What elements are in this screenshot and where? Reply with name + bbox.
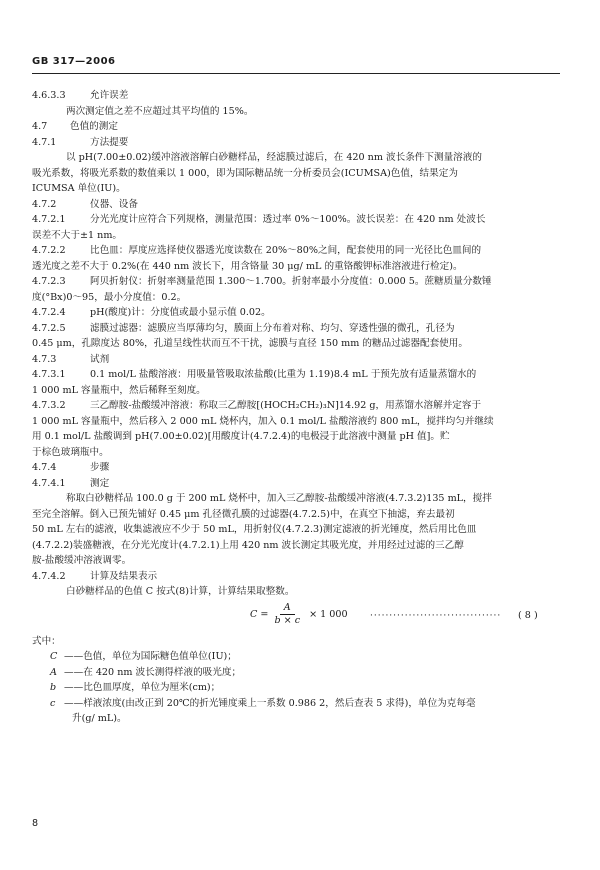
section-4-7-2-5: 4.7.2.5 滤膜过滤器：滤膜应当厚薄均匀，膜面上分布着对称、均匀、穿透性强的微孔，孔径为 bbox=[32, 322, 455, 334]
paragraph-line: ICUMSA 单位(IU)。 bbox=[32, 183, 126, 194]
section-4-7-4: 4.7.4 步骤 bbox=[32, 462, 110, 473]
section-4-7-4-1: 4.7.4.1 测定 bbox=[32, 477, 110, 489]
legend-item-a: A ——在 420 nm 波长测得样液的吸光度； bbox=[50, 666, 242, 678]
document-body bbox=[32, 88, 572, 727]
legend-item-c-lower: c ——样液浓度(由改正到 20℃的折光锤度乘上一系数 0.986 2，然后查表 5 求得)，单位为克每毫 bbox=[50, 697, 476, 709]
standard-code-header: GB 317—2006 bbox=[32, 56, 116, 67]
section-4-7-3-2: 4.7.3.2 三乙醇胺-盐酸缓冲溶液：称取三乙醇胺[(HOCH₂CH₂)₃N]14.92 g，用蒸馏水溶解并定容于 bbox=[32, 400, 482, 411]
paragraph-line: 透光度之差不大于 0.2%(在 440 nm 波长下，用含铬量 30 μg/ mL 的重铬酸钾标准溶液进行检定)。 bbox=[32, 260, 463, 272]
legend-continuation: 升(g/ mL)。 bbox=[72, 713, 127, 724]
section-4-7-2-1: 4.7.2.1 分光光度计应符合下列规格，测量范围：透过率 0%～100%。波长误差：在 420 nm 处波长 bbox=[32, 214, 486, 225]
header-rule bbox=[32, 73, 560, 74]
equation-number: ( 8 ) bbox=[518, 609, 538, 621]
formula-constant: 1 000 bbox=[320, 608, 348, 620]
formula-block bbox=[32, 600, 572, 634]
section-4-6-3-3: 4.6.3.3 允许误差 bbox=[32, 90, 129, 101]
formula-numerator: A bbox=[280, 602, 295, 615]
paragraph-line: 用 0.1 mol/L 盐酸调到 pH(7.00±0.02)[用酸度计(4.7.2.4)的电极浸于此溶液中测量 pH 值]。贮 bbox=[32, 431, 450, 442]
formula-lhs: C = bbox=[250, 608, 269, 620]
formula-fraction bbox=[272, 602, 302, 627]
legend-item-b: b ——比色皿厚度，单位为厘米(cm)； bbox=[50, 682, 221, 693]
paragraph: 两次测定值之差不应超过其平均值的 15%。 bbox=[66, 105, 254, 117]
paragraph-line: (4.7.2.2)装盛糖液，在分光光度计(4.7.2.1)上用 420 nm 波长测定其吸光度，并用经过过滤的三乙醇 bbox=[32, 539, 464, 551]
paragraph-line: 50 mL 左右的滤液，收集滤液应不少于 50 mL，用折射仪(4.7.2.3)测定滤液的折光锤度，然后用比色皿 bbox=[32, 524, 477, 535]
section-4-7-2-2: 4.7.2.2 比色皿：厚度应选择使仪器透光度读数在 20%～80%之间，配套使用的同一光径比色皿间的 bbox=[32, 245, 482, 256]
paragraph-line: 0.45 μm，孔隙度达 80%，孔道呈线性状而互不干扰，滤膜与直径 150 mm 的糖品过滤器配套使用。 bbox=[32, 338, 468, 349]
paragraph-line: 于棕色玻璃瓶中。 bbox=[32, 446, 109, 458]
section-4-7-1: 4.7.1 方法提要 bbox=[32, 136, 129, 148]
section-4-7-3-1: 4.7.3.1 0.1 mol/L 盐酸溶液：用吸量管吸取浓盐酸(比重为 1.19)8.4 mL 于预先放有适量蒸馏水的 bbox=[32, 369, 477, 380]
paragraph-line: 吸光系数，将吸光系数的数值乘以 1 000，即为国际糖品统一分析委员会(ICUMSA)色值，结果定为 bbox=[32, 167, 458, 179]
formula-leader-dots: ·································· bbox=[370, 610, 502, 621]
section-4-7-2-3: 4.7.2.3 阿贝折射仪：折射率测量范围 1.300～1.700。折射率最小分度值：0.000 5。蔗糖质量分数锤 bbox=[32, 276, 492, 287]
section-4-7-3: 4.7.3 试剂 bbox=[32, 353, 110, 365]
paragraph-line: 至完全溶解。倒入已预先铺好 0.45 μm 孔径微孔膜的过滤器(4.7.2.5)中，在真空下抽滤，弃去最初 bbox=[32, 508, 455, 520]
paragraph-line: 以 pH(7.00±0.02)缓冲溶液溶解白砂糖样品，经滤膜过滤后，在 420 nm 波长条件下测量溶液的 bbox=[66, 152, 482, 163]
paragraph-line: 误差不大于±1 nm。 bbox=[32, 229, 123, 241]
paragraph-line: 1 000 mL 容量瓶中，然后移入 2 000 mL 烧杯内，加入 0.1 mol/L 盐酸溶液约 800 mL，搅拌均匀并继续 bbox=[32, 415, 494, 427]
legend-intro: 式中： bbox=[32, 635, 61, 647]
section-4-7-2-4: 4.7.2.4 pH(酸度)计：分度值或最小显示值 0.02。 bbox=[32, 307, 271, 318]
page-number: 8 bbox=[32, 818, 39, 829]
section-4-7-4-2: 4.7.4.2 计算及结果表示 bbox=[32, 570, 158, 582]
paragraph-line: 胺-盐酸缓冲溶液调零。 bbox=[32, 555, 132, 566]
formula-times: × bbox=[309, 608, 318, 620]
legend-item-c: C ——色值，单位为国际糖色值单位(IU)； bbox=[50, 651, 237, 662]
paragraph-line: 1 000 mL 容量瓶中，然后稀释至刻度。 bbox=[32, 384, 206, 396]
paragraph-line: 白砂糖样品的色值 C 按式(8)计算，计算结果取整数。 bbox=[66, 586, 295, 597]
formula-denominator: b × c bbox=[274, 615, 301, 626]
color-value-formula bbox=[250, 600, 348, 630]
paragraph-line: 度(°Bx)0～95，最小分度值：0.2。 bbox=[32, 291, 187, 303]
paragraph-line: 称取白砂糖样品 100.0 g 于 200 mL 烧杯中，加入三乙醇胺-盐酸缓冲溶液(4.7.3.2)135 mL，搅拌 bbox=[66, 493, 492, 504]
section-4-7-2: 4.7.2 仪器、设备 bbox=[32, 198, 138, 210]
section-4-7: 4.7 色值的测定 bbox=[32, 121, 118, 132]
